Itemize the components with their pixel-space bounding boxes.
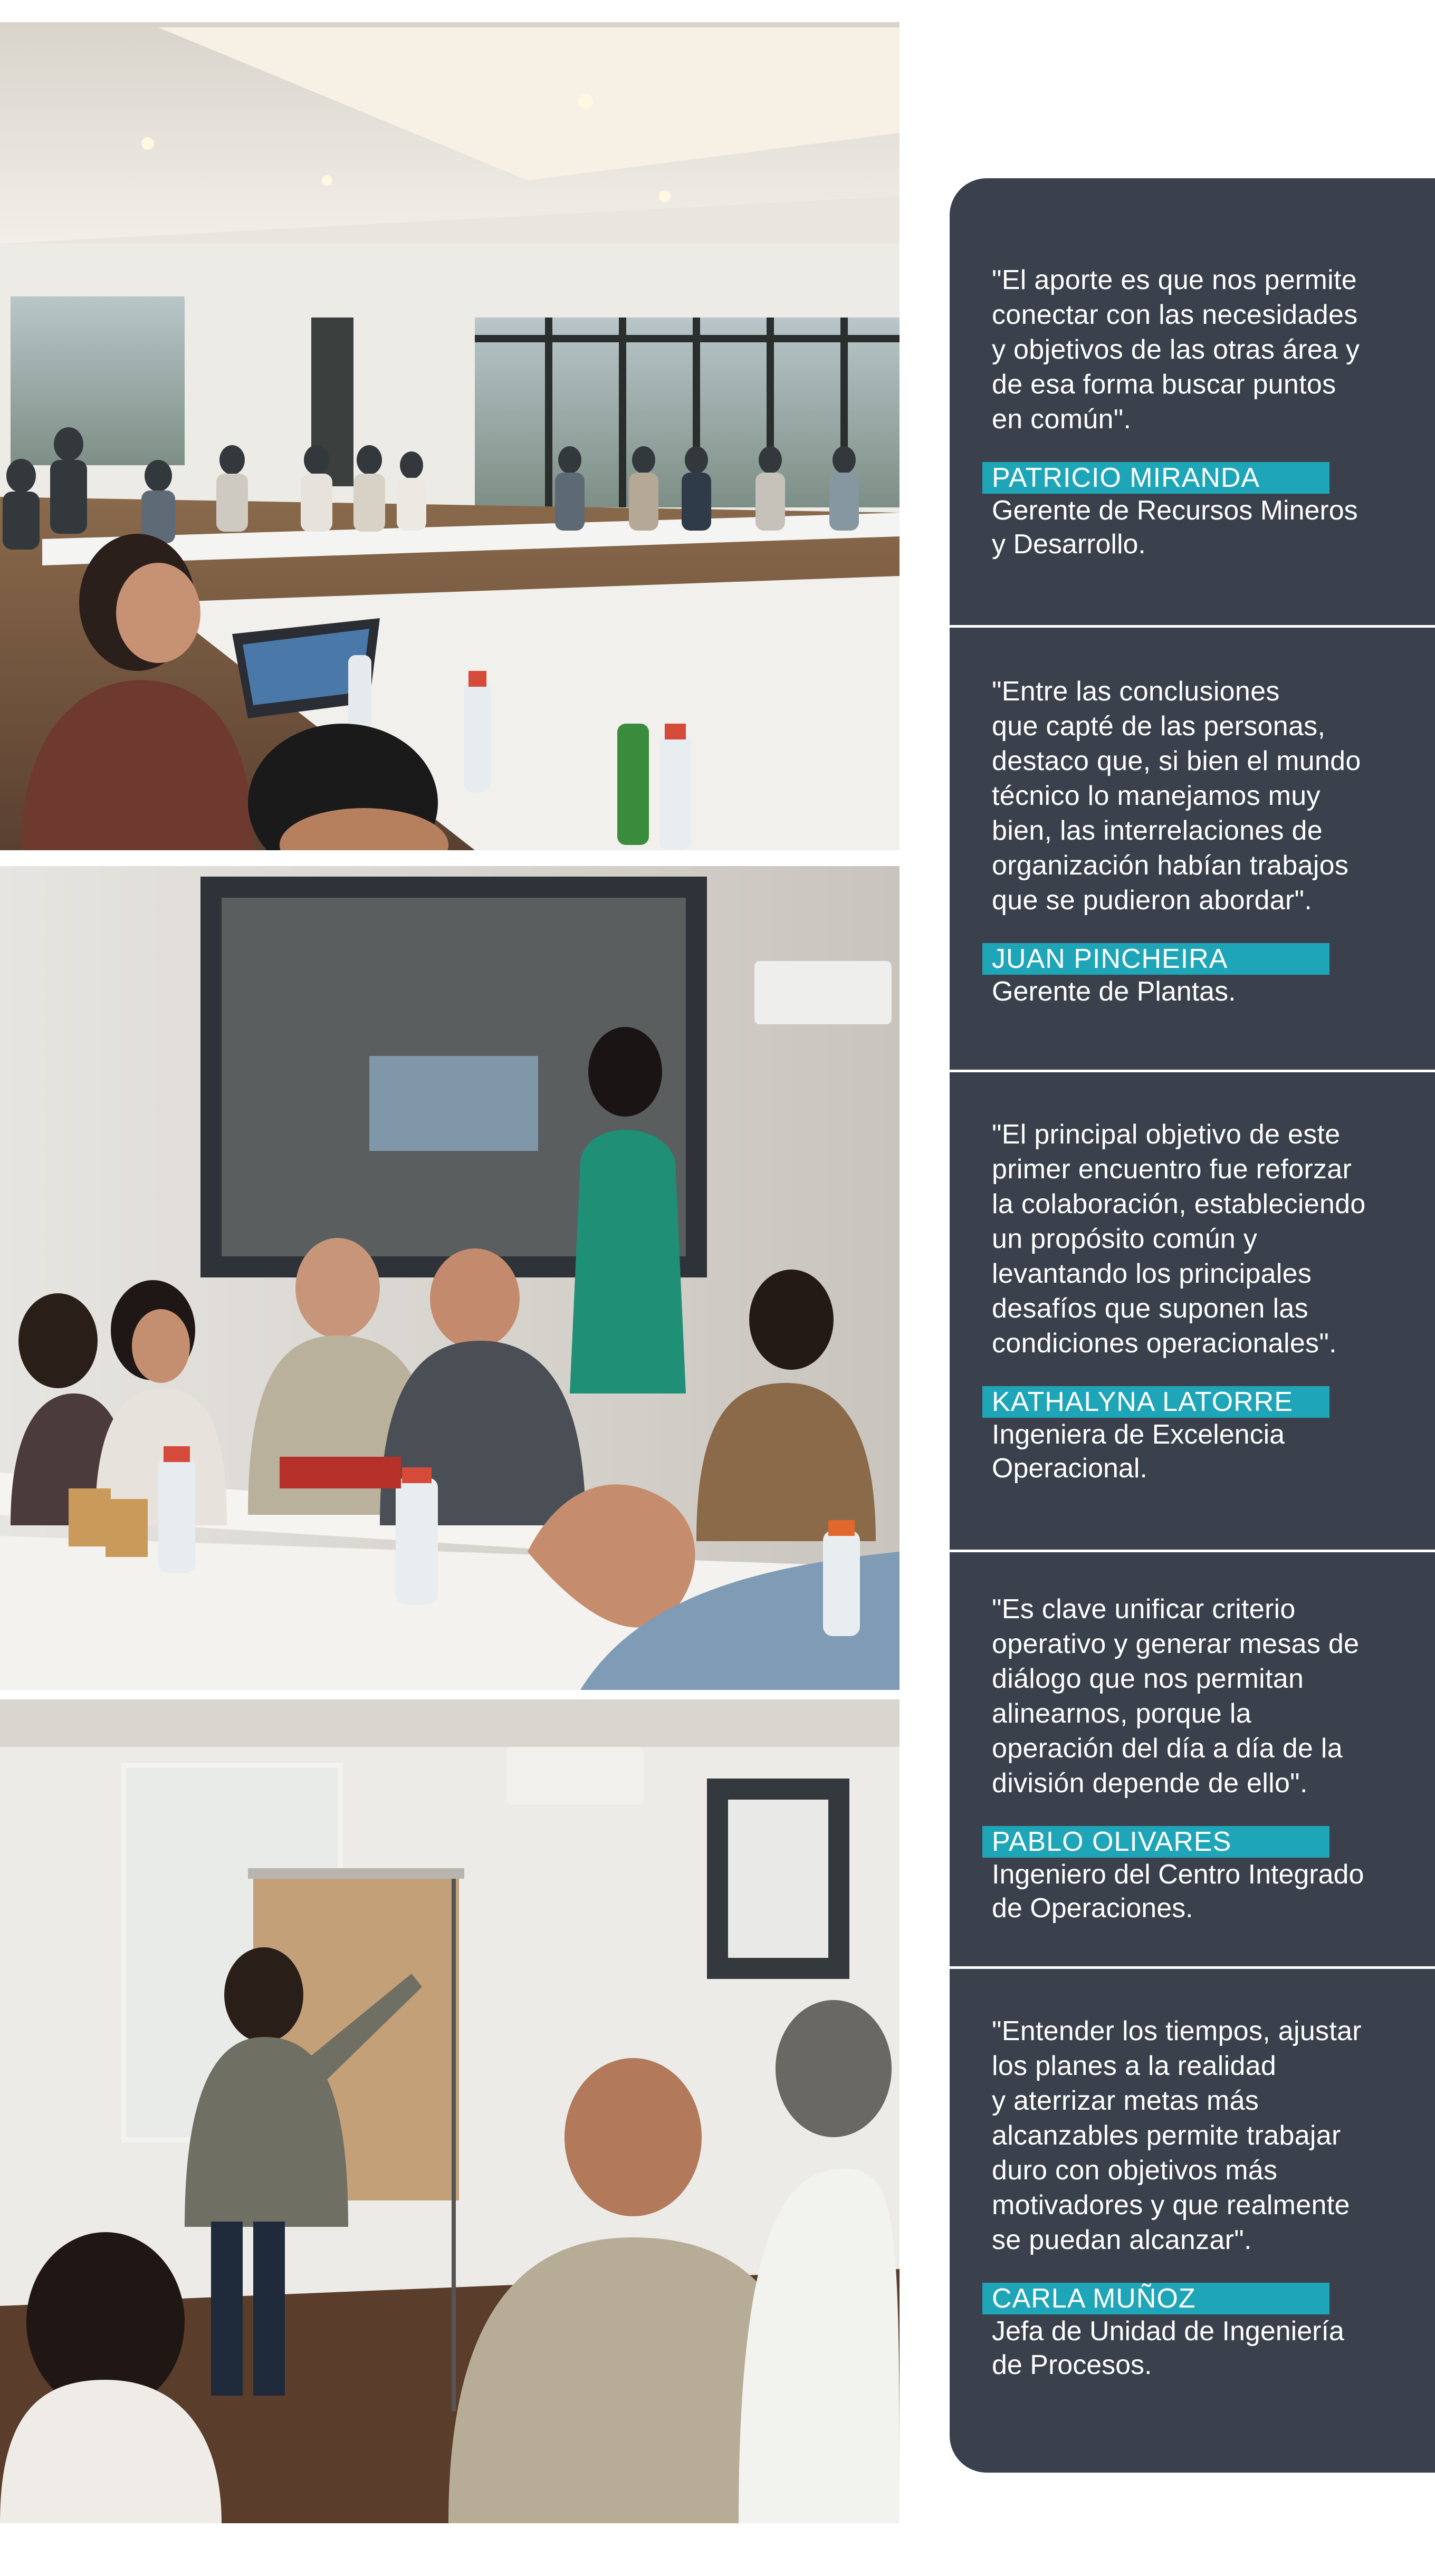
applause-illustration xyxy=(0,866,900,1690)
quote-text: "El aporte es que nos permite conectar con las necesidades y objetivos de las otras área y de esa forma buscar puntos en común". xyxy=(992,265,1360,435)
testimonial-carla-munoz xyxy=(950,2014,1435,2382)
testimonial-pablo-olivares xyxy=(950,1592,1435,1925)
quote-text: "Es clave unificar criterio operativo y generar mesas de diálogo que nos permitan alinearnos, porque la operación del día a día de la división depende de ello". xyxy=(992,1594,1360,1799)
testimonial-patricio-miranda xyxy=(950,263,1435,561)
author-role: Jefa de Unidad de Ingeniería de Procesos. xyxy=(992,2316,1344,2380)
author-name-tag: PABLO OLIVARES xyxy=(982,1826,1329,1858)
testimonial-juan-pincheira xyxy=(950,674,1435,1008)
author-name-tag: KATHALYNA LATORRE xyxy=(982,1386,1329,1418)
divider xyxy=(950,1550,1435,1552)
author-name-tag: PATRICIO MIRANDA xyxy=(982,462,1329,494)
author-name-tag: CARLA MUÑOZ xyxy=(982,2283,1329,2314)
author-role: Ingeniero del Centro Integrado de Operaciones. xyxy=(992,1859,1364,1924)
author-role: Gerente de Plantas. xyxy=(992,976,1236,1007)
author-role: Gerente de Recursos Mineros y Desarrollo. xyxy=(992,495,1358,560)
flipchart-presentation-photo xyxy=(0,1699,900,2523)
testimonial-kathalyna-latorre xyxy=(950,1117,1435,1485)
quote-text: "Entre las conclusiones que capté de las personas, destaco que, si bien el mundo técnico lo manejamos muy bien, las interrelaciones de organización habían trabajos que se pudieron abordar". xyxy=(992,676,1361,916)
author-role: Ingeniera de Excelencia Operacional. xyxy=(992,1419,1285,1484)
divider xyxy=(950,1966,1435,1969)
author-name-tag: JUAN PINCHEIRA xyxy=(982,943,1329,975)
testimonials-panel xyxy=(950,178,1435,2473)
meeting-room-illustration xyxy=(0,22,900,850)
meeting-room-photo xyxy=(0,22,900,850)
divider xyxy=(950,625,1435,628)
divider xyxy=(950,1070,1435,1072)
quote-text: "Entender los tiempos, ajustar los planes a la realidad y aterrizar metas más alcanzables permite trabajar duro con objetivos más motivadores y que realmente se puedan alcanzar". xyxy=(992,2016,1362,2255)
quote-text: "El principal objetivo de este primer encuentro fue reforzar la colaboración, estableciendo un propósito común y levantando los principales desafíos que suponen las condiciones operacionales". xyxy=(992,1119,1366,1359)
flipchart-illustration xyxy=(0,1699,900,2523)
applause-photo xyxy=(0,866,900,1690)
